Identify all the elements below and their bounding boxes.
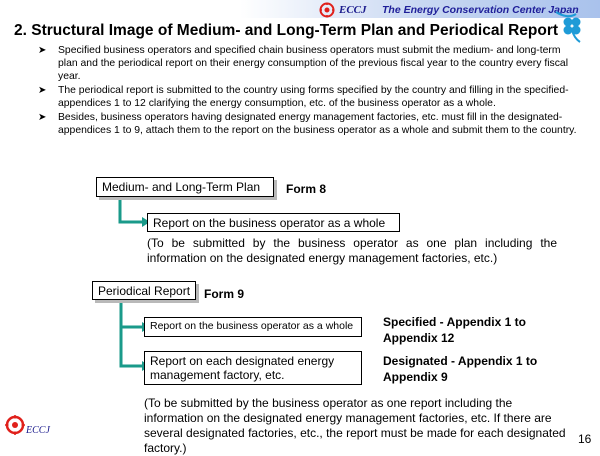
bullet-arrow-icon: ➤ (38, 112, 47, 123)
page-title: 2. Structural Image of Medium- and Long-Term Plan and Periodical Report (14, 22, 559, 39)
plan-note: (To be submitted by the business operator as one plan including the information on the designated energy management factories, etc.) (147, 236, 557, 265)
organization-name: The Energy Conservation Center Japan (382, 4, 579, 16)
bullet-arrow-icon: ➤ (38, 45, 47, 56)
footer-logo-icon (4, 414, 26, 436)
periodical-report-box (92, 281, 196, 300)
plan-box-label: Medium- and Long-Term Plan (102, 180, 261, 194)
bullet-text: Specified business operators and specified chain business operators must submit the medium- and long-term plan and the periodical report on their energy consumption of the previous fiscal year to the country every fiscal year. (58, 45, 568, 82)
designated-appendix-label: Designated - Appendix 1 to Appendix 9 (383, 354, 538, 384)
report-whole-box-label: Report on the business operator as a whole (150, 320, 354, 332)
report-connector (121, 300, 142, 366)
periodical-report-box-label: Periodical Report (98, 284, 191, 298)
page-number: 16 (578, 432, 592, 446)
bullet-text: Besides, business operators having designated energy management factories, etc. must fill in the designated-appendices 1 to 9, attach them to the report on the business operator as a whole and submit them to the country. (58, 112, 577, 136)
report-note: (To be submitted by the business operator as one report including the information on the designated energy management factories, etc. If there are several designated factories, etc., the report must be made for each designated factory.) (144, 396, 566, 455)
specified-appendix-label: Specified - Appendix 1 to Appendix 12 (383, 315, 526, 345)
plan-report-box (147, 213, 400, 232)
report-factory-box-label: Report on each designated energy management factory, etc. (150, 354, 335, 382)
plan-form-label: Form 8 (286, 182, 327, 196)
report-factory-box (144, 351, 362, 385)
report-whole-box (144, 317, 362, 337)
plan-report-box-label: Report on the business operator as a whole (153, 216, 386, 230)
bullet-arrow-icon: ➤ (38, 85, 47, 96)
bullet-text: The periodical report is submitted to the country using forms specified by the country and filling in the specified-appendices 1 to 12 clarifying the energy consumption, etc. of the business operator as a whole. (58, 85, 569, 109)
medium-long-term-plan-box (96, 177, 274, 197)
report-form-label: Form 9 (204, 287, 245, 301)
plan-connector (120, 197, 142, 222)
header-logo-text: ECCJ (339, 4, 367, 16)
footer-logo-text: ECCJ (26, 425, 50, 436)
